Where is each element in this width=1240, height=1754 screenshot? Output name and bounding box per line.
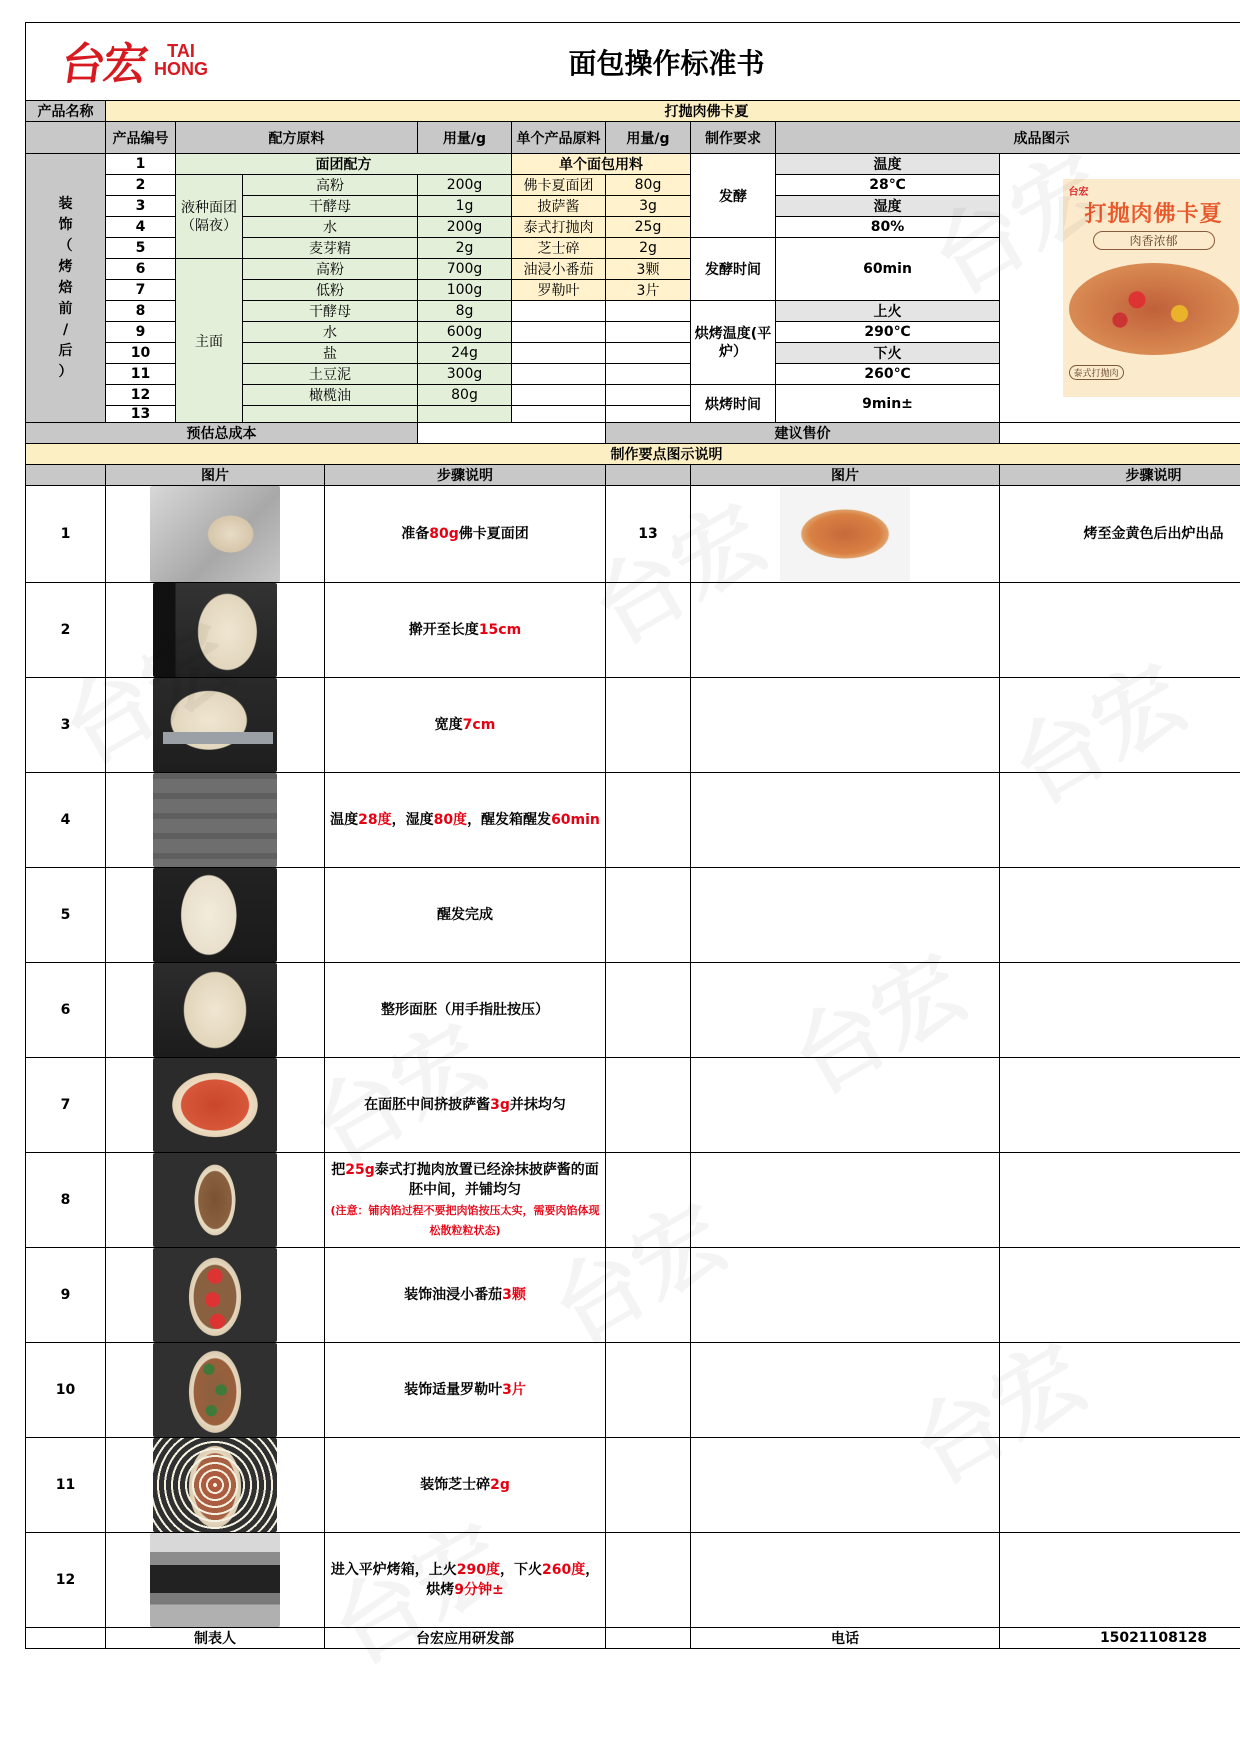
step-row: 12 进入平炉烤箱，上火290度，下火260度，烘烤9分钟±	[26, 1533, 1240, 1628]
col-amount-2: 用量/g	[606, 122, 691, 154]
side-label: 装 饰 （ 烤 焙 前 / 后 ）	[26, 154, 106, 423]
col-product-no: 产品编号	[106, 122, 176, 154]
maker-value: 台宏应用研发部	[325, 1628, 606, 1649]
col-image: 图片	[106, 465, 325, 486]
bake-temp-label: 烘烤温度(平炉）	[691, 301, 776, 385]
doc-header	[26, 23, 1240, 101]
step-desc: 温度28度，湿度80度，醒发箱醒发60min	[325, 773, 606, 868]
step-photo	[153, 1438, 277, 1532]
ferment-time-value: 60min	[776, 238, 1000, 301]
ferment-label: 发酵	[691, 154, 776, 238]
step-desc: 装饰适量罗勒叶3片	[325, 1343, 606, 1438]
step-row: 10 装饰适量罗勒叶3片	[26, 1343, 1240, 1438]
single-bread-title: 单个面包用料	[512, 154, 691, 175]
ferment-time-label: 发酵时间	[691, 238, 776, 301]
step-desc: 准备80g佛卡夏面团	[325, 486, 606, 583]
step-desc: 把25g泰式打抛肉放置已经涂抹披萨酱的面胚中间，并铺均匀 (注意：铺肉馅过程不要把肉馅按压太实，需要肉馅体现松散粒粒状态)	[325, 1153, 606, 1248]
col-amount: 用量/g	[418, 122, 512, 154]
col-recipe-material: 配方原料	[176, 122, 418, 154]
step-photo	[153, 773, 277, 867]
step-desc: 在面胚中间挤披萨酱3g并抹均匀	[325, 1058, 606, 1153]
step-row: 7 在面胚中间挤披萨酱3g并抹均匀	[26, 1058, 1240, 1153]
product-name: 打抛肉佛卡夏	[106, 101, 1240, 122]
step-13-photo	[780, 487, 910, 581]
step-desc: 装饰油浸小番茄3颗	[325, 1248, 606, 1343]
price-value	[1000, 423, 1240, 444]
step-desc: 进入平炉烤箱，上火290度，下火260度，烘烤9分钟±	[325, 1533, 606, 1628]
step-row: 2 擀开至长度15cm	[26, 583, 1240, 678]
finished-image-cell	[1000, 154, 1240, 423]
steps-section-title: 制作要点图示说明	[26, 444, 1240, 465]
step-photo	[153, 1153, 277, 1247]
step-desc: 宽度7cm	[325, 678, 606, 773]
price-label: 建议售价	[606, 423, 1000, 444]
step-photo	[153, 1343, 277, 1437]
step-row: 11 装饰芝士碎2g	[26, 1438, 1240, 1533]
step-desc: 擀开至长度15cm	[325, 583, 606, 678]
step-photo	[150, 486, 280, 582]
step-row: 8 把25g泰式打抛肉放置已经涂抹披萨酱的面胚中间，并铺均匀 (注意：铺肉馅过程不要把肉馅按压太实，需要肉馅体现松散粒粒状态)	[26, 1153, 1240, 1248]
bake-time-label: 烘烤时间	[691, 385, 776, 423]
sop-sheet	[25, 22, 1224, 1714]
step-note: (注意：铺肉馅过程不要把肉馅按压太实，需要肉馅体现松散粒粒状态)	[330, 1204, 600, 1237]
group-starter: 液种面团（隔夜）	[176, 175, 243, 259]
step-row: 5 醒发完成	[26, 868, 1240, 963]
step-photo	[153, 1058, 277, 1152]
col-image-2: 图片	[691, 465, 1000, 486]
step-row: 6 整形面胚（用手指肚按压）	[26, 963, 1240, 1058]
step-photo	[153, 963, 277, 1057]
finished-product-poster: 台宏 打抛肉佛卡夏 肉香浓郁 泰式打抛肉	[1063, 179, 1240, 397]
step-row: 9 装饰油浸小番茄3颗	[26, 1248, 1240, 1343]
bake-time-value: 9min±	[776, 385, 1000, 423]
col-desc-2: 步骤说明	[1000, 465, 1240, 486]
col-finished-image: 成品图示	[776, 122, 1240, 154]
step-row: 3 宽度7cm	[26, 678, 1240, 773]
maker-label: 制表人	[106, 1628, 325, 1649]
product-name-label: 产品名称	[26, 101, 106, 122]
col-desc: 步骤说明	[325, 465, 606, 486]
step-photo	[153, 583, 277, 677]
step-photo	[153, 868, 277, 962]
sop-table: 台宏 TAI HONG 面包操作标准书 产品名称 打抛肉佛卡夏 产品编号 配方原料 用量/g 单个产品原料 用量/g 制作要求 成品图示 装 饰 （ 烤 焙 前 / 后 ） 1 面团配方 单个面包用料 发酵 温度 台宏 打抛肉佛卡夏 肉香浓郁 泰式打抛肉 2 液种面团（隔夜） 高粉 200g 佛卡夏面团 80g 28℃ 3 干酵母 1g 披萨酱 3g 湿度 4 水 200g 泰式打抛肉 25g 80% 5 麦芽精 2g 芝士碎 2g 发酵时间 60min 6 主面 高粉 700g 油浸小番茄 3颗 7 低粉 100g 罗勒叶 3片 8 干酵母 8g 烘烤温度(平炉） 上火 9 水 600g 290℃ 10 盐 24g 下火 11 土豆泥 300g 260℃ 12 橄榄油 80g 烘烤时间 9min± 13 预估总成本 建议售价 制作要点图示说明 图片 步骤说明 图片 步骤说明 1 准备80g佛卡夏面团 13 烤至金黄色后出炉出品 2 擀开至长度15cm 3 宽度7cm 4 温度28度，湿度80度，醒发箱醒发60min 5 醒发完成 6 整形面胚（用手指肚按压） 7 在面胚中间挤披萨酱3g并抹均匀 8 把25g泰式打抛肉放置已经涂抹披萨酱的面胚中间，并铺均匀 (注意：铺肉馅过程不要把肉馅按压太实，需要肉馅体现松散粒粒状态) 9 装饰油浸小番茄3颗 10 装饰适量罗勒叶3片 11 装饰芝士碎2g 12 进入平炉烤箱，上火290度，下火260度，烘烤9分钟± 制表人 台宏应用研发部 电话 15021108128	[25, 22, 1240, 1649]
step-desc: 醒发完成	[325, 868, 606, 963]
cost-value	[418, 423, 606, 444]
dough-recipe-title: 面团配方	[176, 154, 512, 175]
step-desc: 装饰芝士碎2g	[325, 1438, 606, 1533]
phone-value: 15021108128	[1000, 1628, 1240, 1649]
step-13-desc: 烤至金黄色后出炉出品	[1000, 486, 1240, 583]
cost-label: 预估总成本	[26, 423, 418, 444]
step-row: 4 温度28度，湿度80度，醒发箱醒发60min	[26, 773, 1240, 868]
step-photo	[153, 1248, 277, 1342]
doc-title: 面包操作标准书	[568, 46, 765, 80]
brand-logo: 台宏 TAI HONG	[57, 39, 208, 90]
step-desc: 整形面胚（用手指肚按压）	[325, 963, 606, 1058]
step-photo	[150, 1533, 280, 1627]
phone-label: 电话	[691, 1628, 1000, 1649]
col-single-material: 单个产品原料	[512, 122, 606, 154]
step-row: 1 准备80g佛卡夏面团 13 烤至金黄色后出炉出品	[26, 486, 1240, 583]
group-main: 主面	[176, 259, 243, 423]
step-photo	[153, 678, 277, 772]
pizza-image	[1069, 263, 1239, 355]
col-requirements: 制作要求	[691, 122, 776, 154]
